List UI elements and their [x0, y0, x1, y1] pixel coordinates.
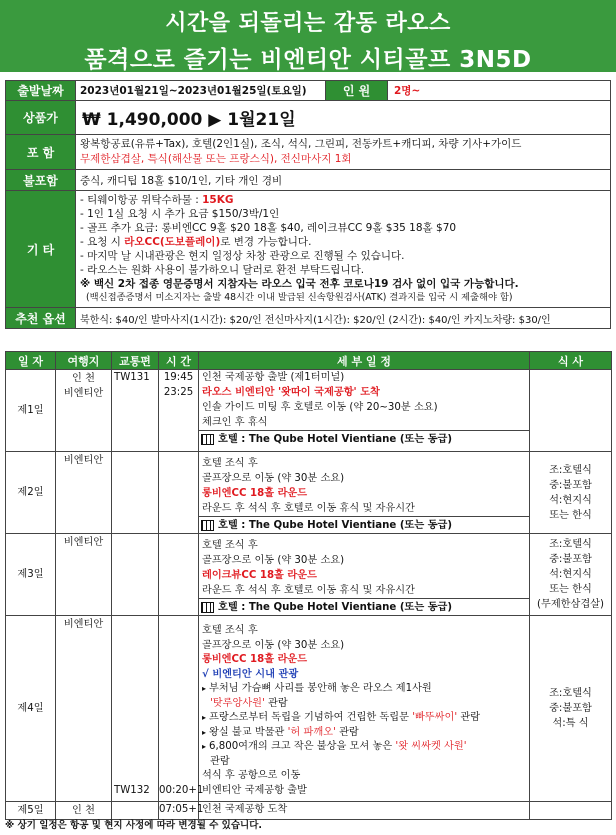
departure-label: 출발날짜 [6, 81, 76, 101]
day2-location: 비엔티안 [56, 452, 112, 534]
product-info-table [5, 80, 611, 329]
etc-atk: (백신접종증명서 미소지자는 출발 48시간 이내 발급된 신속항원검사(ATK) 결과지를 입국 시 제출해야 함) [86, 292, 513, 303]
persons-label: 인 원 [326, 81, 388, 101]
day2-row [6, 452, 612, 534]
banner-title-line1: 시간을 되돌리는 감동 라오스 [165, 11, 451, 36]
day4-transport: TW132 [112, 616, 159, 802]
hotel-icon [201, 602, 214, 613]
day2-transport [112, 452, 159, 534]
day4-location: 비엔티안 [56, 616, 112, 802]
day5-detail: 인천 국제공항 도착 [199, 802, 530, 820]
day5-label: 제5일 [6, 802, 56, 820]
day2-meal: 조:호텔식 중:불포함 석:현지식 또는 한식 [530, 452, 612, 534]
day3-hotel: 호텔 : The Qube Hotel Vientiane (또는 동급) [199, 598, 529, 615]
day2-hotel: 호텔 : The Qube Hotel Vientiane (또는 동급) [199, 516, 529, 533]
day1-time: 19:45 23:25 [159, 370, 199, 452]
day3-transport [112, 534, 159, 616]
day4-meal: 조:호텔식 중:불포함 석:특 식 [530, 616, 612, 802]
etc-lao-cc: - 요청 시 라오CC(도보플레이)로 변경 가능합니다. [80, 236, 312, 248]
include-value [76, 135, 611, 170]
itinerary-table [5, 351, 612, 820]
header-location: 여행지 [56, 352, 112, 370]
day1-hotel: 호텔 : The Qube Hotel Vientiane (또는 동급) [199, 430, 529, 447]
hotel-icon [201, 434, 214, 445]
hotel-icon [201, 520, 214, 531]
etc-label: 기 타 [6, 191, 76, 308]
etc-vaccine: ※ 백신 2차 접종 영문증명서 지참자는 라오스 입국 전후 코로나19 검사 없이 입국 가능합니다. [80, 278, 519, 290]
persons-value: 2명~ [388, 81, 611, 101]
day3-meal: 조:호텔식 중:불포함 석:현지식 또는 한식 (무제한삼겹살) [530, 534, 612, 616]
etc-value [76, 191, 611, 308]
header-time: 시 간 [159, 352, 199, 370]
include-label: 포 함 [6, 135, 76, 170]
day5-time: 07:05+1 [159, 802, 199, 820]
day2-time [159, 452, 199, 534]
day5-location: 인 천 [56, 802, 112, 820]
departure-value: 2023년01월21일~2023년01월25일(토요일) [76, 81, 326, 101]
day1-row [6, 370, 612, 452]
exclude-label: 불포함 [6, 170, 76, 191]
etc-baggage: - 티웨이항공 위탁수하물 : 15KG [80, 194, 234, 206]
day2-detail: 호텔 조식 후 골프장으로 이동 (약 30분 소요) 롱비엔CC 18홀 라운드 라운드 후 석식 후 호텔로 이동 휴식 및 자유시간 호텔 : The Qube Hotel Vientiane (또는 동급) [199, 452, 530, 534]
option-value: 북한식: $40/인 발마사지(1시간): $20/인 전신마사지(1시간): $20/인 (2시간): $40/인 카지노차량: $30/인 [76, 308, 611, 329]
include-line1: 왕복항공료(유류+Tax), 호텔(2인1실), 조식, 석식, 그린피, 전동카트+캐디피, 차량 기사+가이드 [80, 138, 522, 150]
day3-label: 제3일 [6, 534, 56, 616]
bullet-icon: ▸ [202, 742, 207, 751]
bullet-icon: ▸ [202, 727, 207, 737]
day4-row [6, 616, 612, 802]
day1-label: 제1일 [6, 370, 56, 452]
bullet-icon: ▸ [202, 684, 207, 693]
day4-detail: 호텔 조식 후 골프장으로 이동 (약 30분 소요) 롱비엔CC 18홀 라운드 √ 비엔티안 시내 관광 ▸ 부처님 가슴뼈 사리를 봉안해 놓은 라오스 제1사원 '탓루앙사원' 관람 ▸ 프랑스로부터 독립을 기념하여 건립한 독립문 '빠뚜싸이' 관람 ▸ 왕실 불교 박물관 '허 파깨오' 관람 ▸ 6,800여개의 크고 작은 불상을 모셔 놓은 '왓 씨싸켓 사원' 관람 석식 후 공항으로 이동 비엔티안 국제공항 출발 [199, 616, 530, 802]
day4-time: 00:20+1 [159, 616, 199, 802]
header-detail: 세 부 일 정 [199, 352, 530, 370]
etc-currency: - 라오스는 원화 사용이 불가하오니 달러로 환전 부탁드립니다. [80, 264, 365, 276]
day3-detail: 호텔 조식 후 골프장으로 이동 (약 30분 소요) 레이크뷰CC 18홀 라운드 라운드 후 석식 후 호텔로 이동 휴식 및 자유시간 호텔 : The Qube Hotel Vientiane (또는 동급) [199, 534, 530, 616]
bullet-icon: ▸ [202, 713, 207, 722]
day1-detail: 인천 국제공항 출발 (제1터미널) 라오스 비엔티안 '왓따이 국제공항' 도착 인솔 가이드 미팅 후 호텔로 이동 (약 20~30분 소요) 체크인 후 휴식 호텔 : The Qube Hotel Vientiane (또는 동급) [199, 370, 530, 452]
price-label: 상품가 [6, 101, 76, 135]
day1-meal [530, 370, 612, 452]
etc-city-tour: - 마지막 날 시내관광은 현지 일정상 차창 관광으로 진행될 수 있습니다. [80, 250, 405, 262]
day3-row [6, 534, 612, 616]
exclude-value: 중식, 캐디팁 18홀 $10/1인, 기타 개인 경비 [76, 170, 611, 191]
header-meal: 식 사 [530, 352, 612, 370]
day4-label: 제4일 [6, 616, 56, 802]
header-day: 일 자 [6, 352, 56, 370]
day2-label: 제2일 [6, 452, 56, 534]
day3-time [159, 534, 199, 616]
title-banner [0, 0, 616, 72]
include-line2: 무제한삼겹살, 특식(해산물 또는 프랑스식), 전신마사지 1회 [80, 153, 352, 165]
day3-location: 비엔티안 [56, 534, 112, 616]
header-transport: 교통편 [112, 352, 159, 370]
footnote: ※ 상기 일정은 항공 및 현지 사정에 따라 변경될 수 있습니다. [5, 820, 262, 831]
day1-transport: TW131 [112, 370, 159, 452]
day1-location: 인 천 비엔티안 [56, 370, 112, 452]
etc-single-room: - 1인 1실 요청 시 추가 요금 $150/3박/1인 [80, 208, 280, 220]
etc-golf-fee: - 골프 추가 요금: 롱비엔CC 9홀 $20 18홀 $40, 레이크뷰CC 9홀 $35 18홀 $70 [80, 222, 457, 234]
option-label: 추천 옵션 [6, 308, 76, 329]
banner-title-line2: 품격으로 즐기는 비엔티안 시티골프 3N5D [84, 47, 532, 73]
price-value: ₩ 1,490,000 ▶ 1월21일 [76, 101, 611, 135]
day5-meal [530, 802, 612, 820]
